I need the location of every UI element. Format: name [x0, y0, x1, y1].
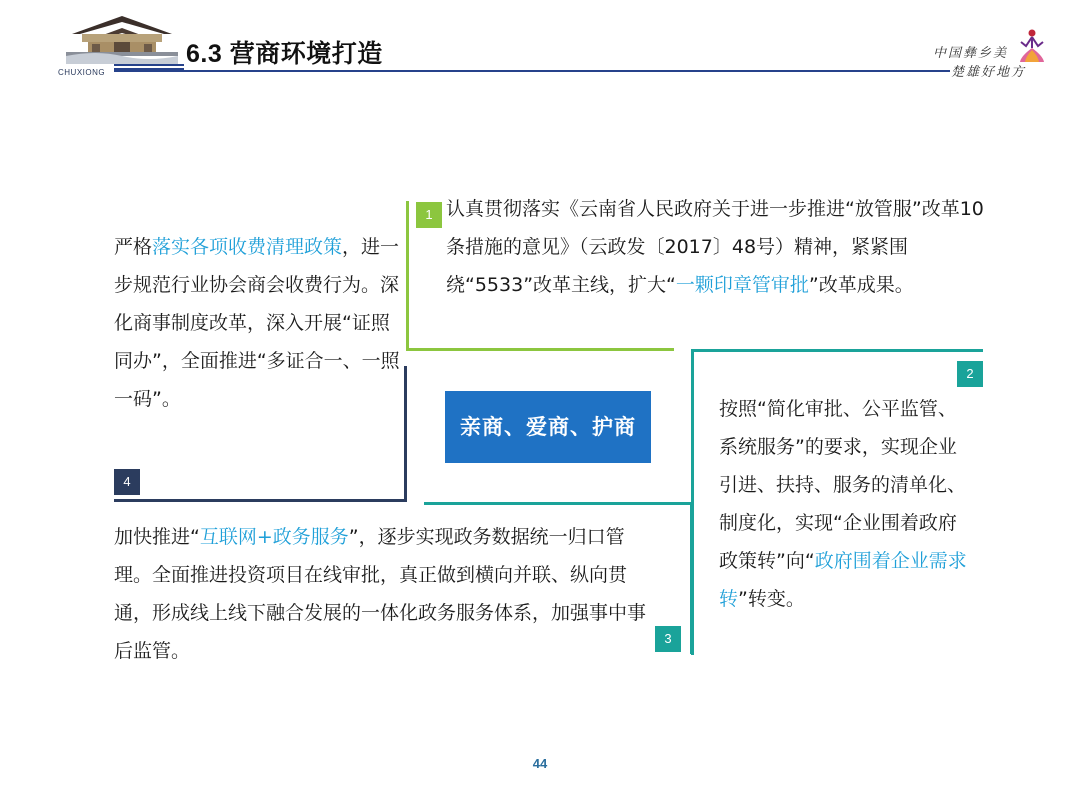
block-4-text: 严格: [114, 236, 153, 258]
brand-slogan-line1: 中国彝乡美: [933, 46, 1009, 61]
brand-slogan: [933, 38, 1053, 82]
block-3-text-end: ”，逐步实现政务数据统一归口管理。全面推进投资项目在线审批，真正做到横向并联、纵向贯通，形成线上线下融合发展的一体化政务服务体系，加强事中事后监管。: [114, 526, 647, 662]
badge-3: 3: [655, 626, 681, 652]
block-1-text-end: ”改革成果。: [808, 274, 914, 296]
block-1-text: 认真贯彻落实《云南省人民政府关于进一步推进“放管服”改革10条措施的意见》（云政发〔2017〕48号）精神，紧紧围绕“5533”改革主线，扩大“: [446, 198, 984, 296]
frame-2-horizontal: [691, 349, 983, 352]
frame-3-horizontal: [424, 502, 693, 505]
policy-block-1: [446, 190, 991, 304]
block-1-highlight: 一颗印章管审批: [675, 274, 809, 296]
policy-block-2: [719, 390, 969, 618]
policy-block-4: [114, 228, 406, 418]
block-4-text-end: ，进一步规范行业协会商会收费行为。深化商事制度改革，深入开展“证照同办”，全面推进“多证合一、一照一码”。: [114, 236, 400, 410]
page-number: 44: [532, 756, 548, 771]
block-2-text-end: ”转变。: [738, 588, 805, 610]
brand-slogan-line2: 楚雄好地方: [951, 65, 1027, 80]
header-divider: [114, 70, 950, 72]
frame-1-vertical: [406, 201, 409, 351]
block-3-text: 加快推进“: [114, 526, 200, 548]
dancer-icon: [1017, 28, 1047, 64]
badge-1: 1: [416, 202, 442, 228]
frame-4-horizontal: [114, 499, 407, 502]
block-2-text: 按照“简化审批、公平监管、系统服务”的要求，实现企业引进、扶持、服务的清单化、制度化，实现“企业围着政府政策转”向“: [719, 398, 967, 572]
center-label: 亲商、爱商、护商: [445, 391, 651, 463]
frame-3-vertical: [690, 502, 693, 654]
badge-2: 2: [957, 361, 983, 387]
frame-1-horizontal: [406, 348, 674, 351]
block-2-highlight: 政府围着企业需求转: [719, 550, 967, 610]
block-4-highlight: 落实各项收费清理政策: [152, 236, 343, 258]
page-title: 6.3 营商环境打造: [186, 40, 383, 68]
block-3-highlight: 互联网+政务服务: [199, 526, 349, 548]
badge-4: 4: [114, 469, 140, 495]
policy-block-3: [114, 518, 662, 670]
city-gate-icon: [66, 12, 178, 64]
logo-caption: CHUXIONG: [58, 68, 106, 77]
